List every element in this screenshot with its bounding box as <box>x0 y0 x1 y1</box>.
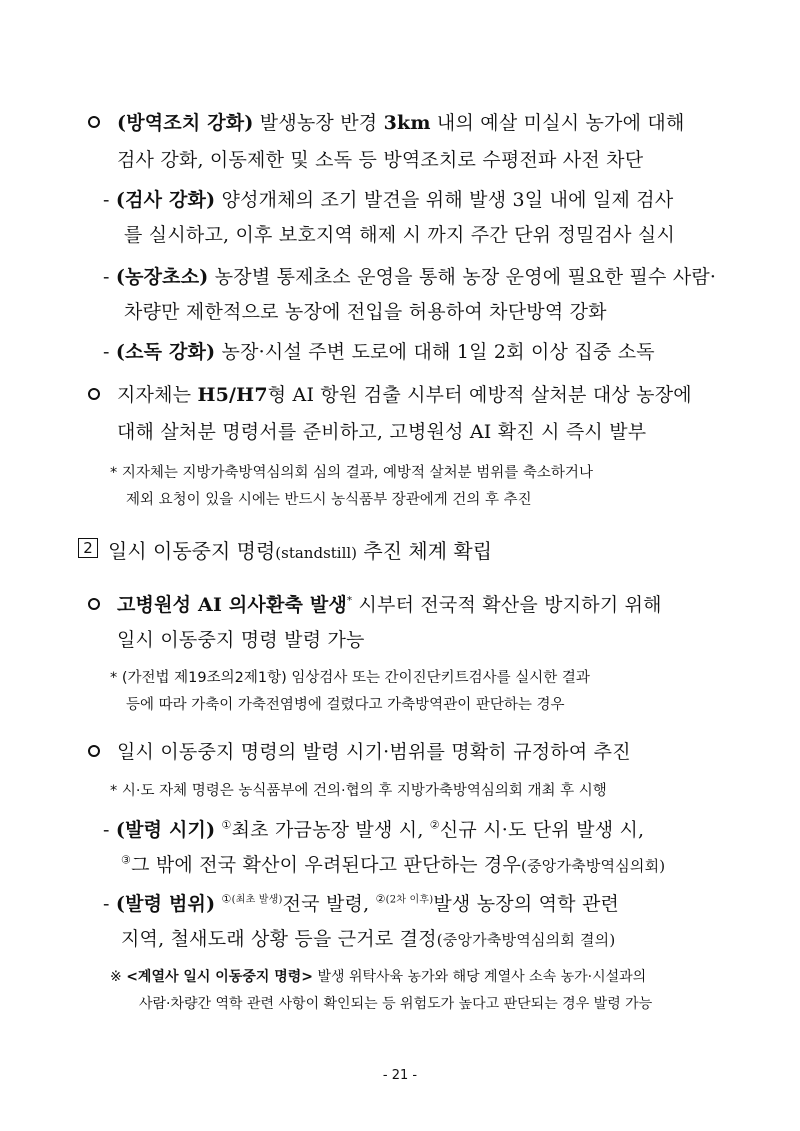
dash-bullet: - <box>103 189 110 211</box>
text: 지자체는 지방가축방역심의회 심의 결과, 예방적 살처분 범위를 축소하거나 <box>121 465 593 481</box>
superscript-text: (2차 이후) <box>385 894 434 906</box>
paragraph-3-line-1 <box>117 590 800 617</box>
text: (가전법 제19조의2제1항) 임상검사 또는 간이진단키트검사를 실시한 결과 <box>121 670 590 686</box>
text: 농장·시설 주변 도로에 대해 1일 2회 이상 집중 소독 <box>215 341 655 363</box>
text: 발생 농장의 역학 관련 <box>433 893 620 915</box>
paragraph-2-line-2: 대해 살처분 명령서를 준비하고, 고병원성 AI 확진 시 즉시 발부 <box>117 421 647 443</box>
footnote-mark: * <box>347 595 353 607</box>
dash-bullet: - <box>103 819 110 841</box>
dash-item-5-line-1 <box>103 889 800 916</box>
circle-bullet-icon <box>88 116 100 128</box>
text: 시·도 자체 명령은 농식품부에 건의·협의 후 지방가축방역심의회 개최 후 시행 <box>121 783 607 799</box>
circled-number: ① <box>221 892 232 906</box>
circled-number: ③ <box>121 853 132 867</box>
paragraph-2-line-1 <box>117 380 800 407</box>
dash-bullet: - <box>103 341 110 363</box>
text: 신규 시·도 단위 발생 시, <box>439 819 645 841</box>
dash-item-3 <box>103 337 800 364</box>
text: 발생 위탁사육 농가와 해당 계열사 소속 농가·시설과의 <box>313 969 647 985</box>
text: (중앙가축방역심의회 결의) <box>436 931 616 949</box>
note-2-line-2: 등에 따라 가축이 가축전염병에 걸렸다고 가축방역관이 판단하는 경우 <box>126 697 565 713</box>
paragraph-3-line-2: 일시 이동중지 명령 발령 가능 <box>117 629 365 651</box>
bold-text: <계열사 일시 이동중지 명령> <box>126 969 314 985</box>
section-2-heading <box>108 535 800 564</box>
dash-item-1-line-1 <box>103 185 800 212</box>
bold-text: H5/H7 <box>197 384 268 406</box>
bold-text: 3km <box>383 112 431 134</box>
note-star: * <box>110 670 118 686</box>
bold-text: 고병원성 AI 의사환축 발생 <box>117 594 348 616</box>
circled-number: ② <box>375 892 386 906</box>
text: (standstill) <box>275 544 358 562</box>
circled-number: ① <box>221 818 232 832</box>
page-number: - 21 - <box>382 1068 418 1083</box>
bold-heading: (발령 시기) <box>115 819 216 841</box>
superscript-text: (최초 발생) <box>231 894 283 906</box>
bold-heading: (농장초소) <box>115 266 209 288</box>
text: 일시 이동중지 명령 <box>108 539 276 563</box>
text: 양성개체의 조기 발견을 위해 발생 3일 내에 일제 검사 <box>215 189 674 211</box>
note-star: * <box>110 783 118 799</box>
dash-item-4-line-2 <box>121 850 800 877</box>
note-star: * <box>110 465 118 481</box>
note-4-line-1 <box>110 966 800 986</box>
reference-mark: ※ <box>110 969 122 985</box>
circle-bullet-icon <box>88 598 100 610</box>
text: 내의 예살 미실시 농가에 대해 <box>430 112 685 134</box>
text: 형 AI 항원 검출 시부터 예방적 살처분 대상 농장에 <box>267 384 692 406</box>
note-2-line-1 <box>110 666 800 687</box>
bold-heading: (소독 강화) <box>115 341 216 363</box>
note-3 <box>110 779 800 800</box>
paragraph-4: 일시 이동중지 명령의 발령 시기·범위를 명확히 규정하여 추진 <box>117 741 631 763</box>
note-1-line-2: 제외 요청이 있을 시에는 반드시 농식품부 장관에게 건의 후 추진 <box>126 492 532 508</box>
paragraph-1-line-2: 검사 강화, 이동제한 및 소독 등 방역조치로 수평전파 사전 차단 <box>117 149 644 171</box>
dash-item-2-line-2: 차량만 제한적으로 농장에 전입을 허용하여 차단방역 강화 <box>124 301 607 323</box>
circle-bullet-icon <box>88 388 100 400</box>
dash-item-4-line-1 <box>103 815 800 842</box>
note-1-line-1 <box>110 461 800 482</box>
note-4-line-2: 사람·차량간 역학 관련 사항이 확인되는 등 위험도가 높다고 판단되는 경우 발령 가능 <box>139 996 653 1012</box>
text: 시부터 전국적 확산을 방지하기 위해 <box>352 594 662 616</box>
text: 발생농장 반경 <box>253 112 384 134</box>
text: 지역, 철새도래 상황 등을 근거로 결정 <box>121 928 437 950</box>
dash-bullet: - <box>103 893 110 915</box>
bold-heading: (검사 강화) <box>115 189 216 211</box>
bold-heading: (발령 범위) <box>115 893 216 915</box>
dash-item-1-line-2: 를 실시하고, 이후 보호지역 해제 시 까지 주간 단위 정밀검사 실시 <box>124 224 676 246</box>
text: 농장별 통제초소 운영을 통해 농장 운영에 필요한 필수 사람· <box>208 266 717 288</box>
dash-item-2-line-1 <box>103 262 800 289</box>
section-number-box: 2 <box>78 538 98 558</box>
bold-heading: (방역조치 강화) <box>117 112 254 134</box>
circle-bullet-icon <box>88 745 100 757</box>
text: 지자체는 <box>117 384 198 406</box>
text: 최초 가금농장 발생 시, <box>231 819 430 841</box>
circled-number: ② <box>429 818 440 832</box>
text: 추진 체계 확립 <box>357 539 493 563</box>
dash-bullet: - <box>103 266 110 288</box>
text: 전국 발령, <box>282 893 376 915</box>
text: 그 밖에 전국 확산이 우려된다고 판단하는 경우 <box>131 854 522 876</box>
paragraph-1-line-1 <box>117 108 800 135</box>
text: (중앙가축방역심의회) <box>521 857 666 875</box>
dash-item-5-line-2 <box>121 924 800 951</box>
